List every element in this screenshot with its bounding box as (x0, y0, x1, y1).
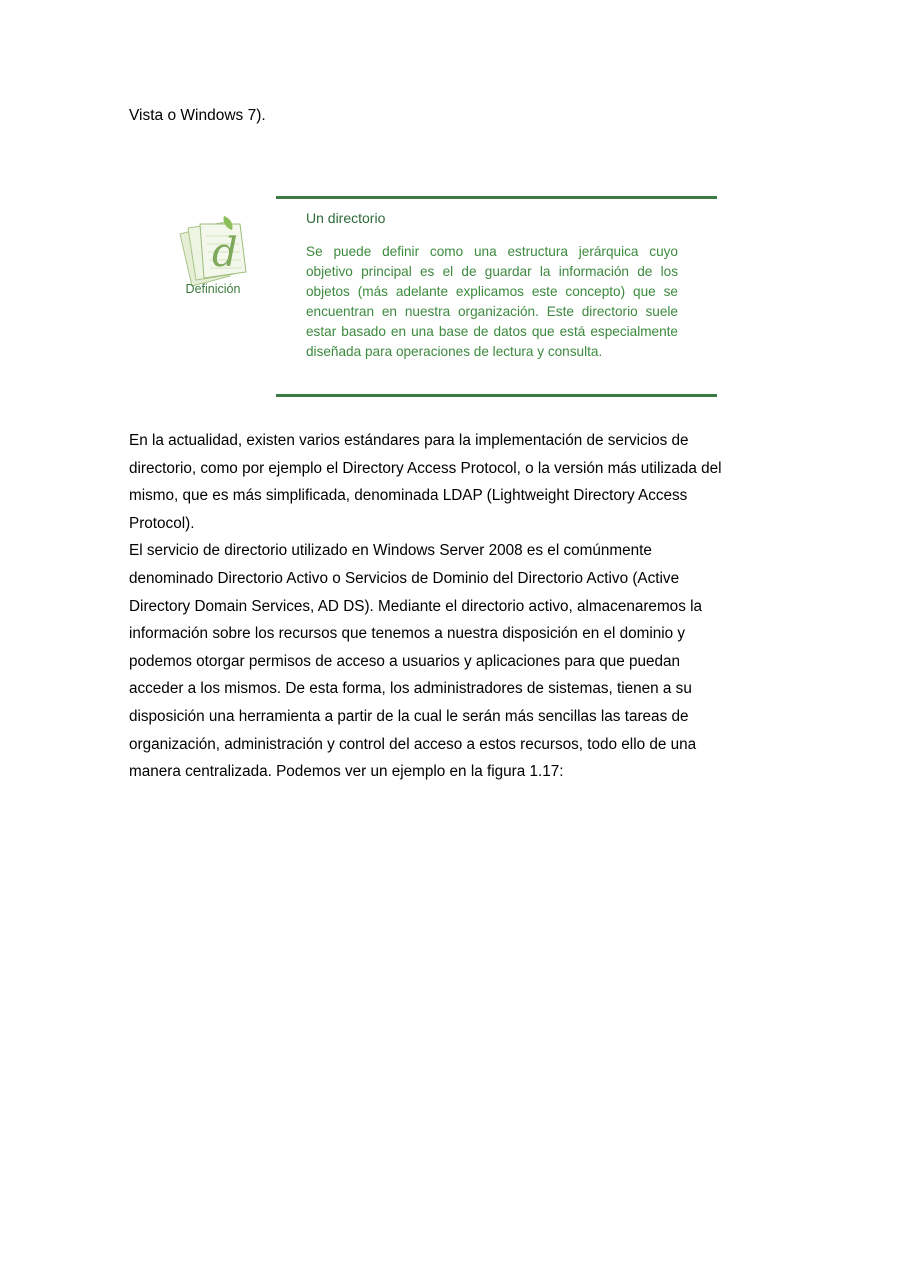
continued-text: Vista o Windows 7). (129, 107, 266, 124)
definition-bottom-rule (276, 394, 717, 397)
body-text (129, 427, 729, 786)
definition-top-rule (276, 196, 717, 199)
definition-box (160, 196, 720, 400)
definition-text: Se puede definir como una estructura jerárquica cuyo objetivo principal es el de guardar la información de los objetos (más adelante explicamos este concepto) que se encuentran en nuestra organización. Este directorio suele estar basado en una base de datos que está especialmente diseñada para operaciones de lectura y consulta. (306, 244, 678, 359)
svg-text:d: d (212, 230, 238, 276)
definition-icon-label: Definición (185, 282, 241, 296)
paragraph-standards: En la actualidad, existen varios estándares para la implementación de servicios de directorio, como por ejemplo el Directory Access Protocol, o la versión más utilizada del mismo, que es más simplificada, denominada LDAP (Lightweight Directory Access Protocol). (129, 432, 722, 532)
definition-title: Un directorio (306, 210, 386, 226)
paragraph-active-directory: El servicio de directorio utilizado en Windows Server 2008 es el comúnmente denominado Directorio Activo o Servicios de Dominio del Directorio Activo (Active Directory Domain Services, AD DS). Mediante el directorio activo, almacenaremos la información sobre los recursos que tenemos a nuestra disposición en el dominio y podemos otorgar permisos de acceso a usuarios y aplicaciones para que puedan acceder a los mismos. De esta forma, los administradores de sistemas, tienen a su disposición una herramienta a partir de la cual le serán más sencillas las tareas de organización, administración y control del acceso a estos recursos, todo ello de una manera centralizada. Podemos ver un ejemplo en la figura 1.17: (129, 542, 702, 781)
